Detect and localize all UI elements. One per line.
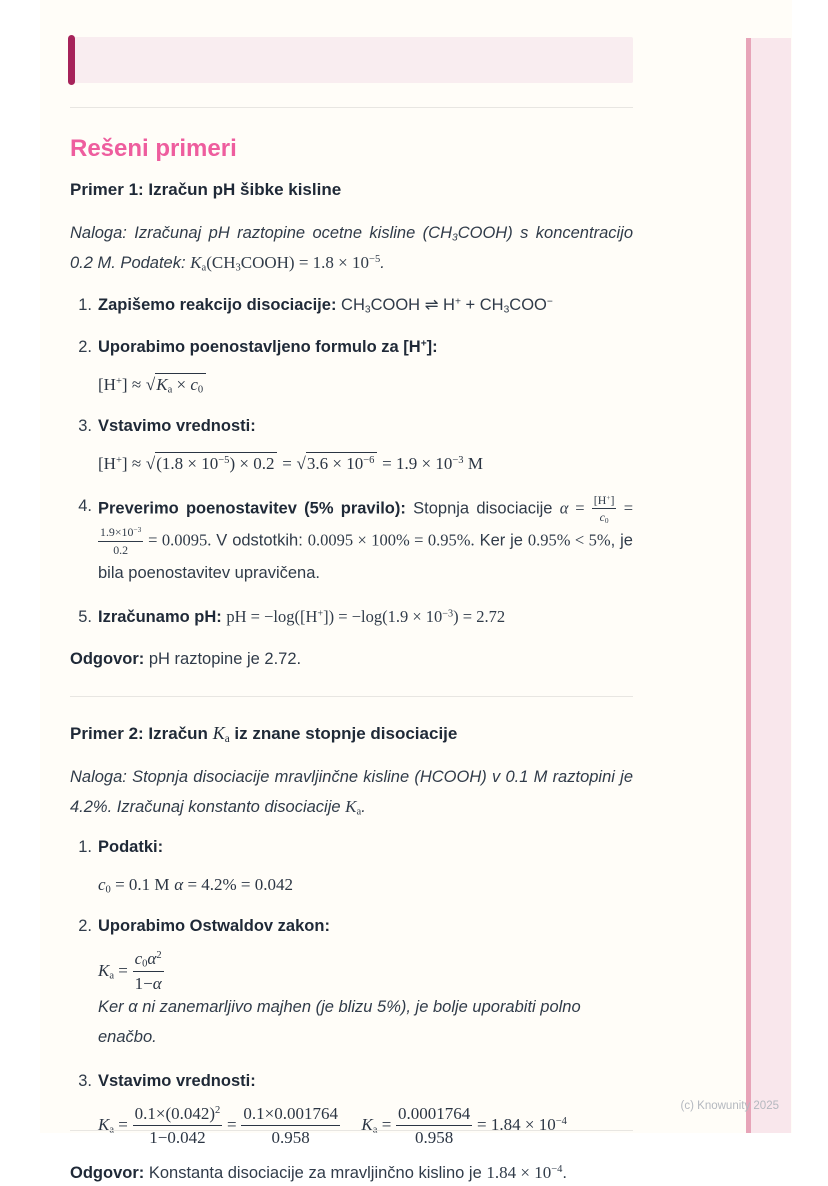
fraction xyxy=(133,1103,223,1149)
answer-text: pH raztopine je 2.72. xyxy=(148,649,302,668)
list-item xyxy=(78,834,633,901)
step-text: Ker je xyxy=(479,531,523,550)
square-root xyxy=(146,452,278,473)
step-label: Uporabimo Ostwaldov zakon: xyxy=(98,917,330,936)
right-stripe-line xyxy=(746,38,751,1133)
formula-lhs: [H+] ≈ xyxy=(98,454,142,474)
right-stripe-light xyxy=(751,38,791,1133)
inline-math: 0.0095 × 100% = 0.95%. xyxy=(307,530,475,550)
watermark: (c) Knowunity 2025 xyxy=(680,1100,779,1112)
content-column xyxy=(70,37,633,1186)
inline-math: = 0.0095. xyxy=(148,530,212,550)
list-item xyxy=(78,604,633,630)
formula-block xyxy=(98,448,633,480)
step-number: 4. xyxy=(78,496,92,515)
inline-math: 0.95% < 5% xyxy=(527,530,611,550)
example1-title: Primer 1: Izračun pH šibke kisline xyxy=(70,180,342,199)
task-period: . xyxy=(380,254,385,272)
step-number: 5. xyxy=(78,607,92,626)
inline-math: pH = $-\log([H^+]) = -\log(1.9 \times 10^{-3}) = 2.72$ xyxy=(226,606,506,626)
radicand: $3.6 \times 10^{-6}$ xyxy=(306,452,378,473)
fraction-denominator: 0.958 xyxy=(271,1128,310,1148)
chem-equation: $CH_3COOH$ ⇌ $H^+ + CH_3COO^-$ xyxy=(341,296,553,316)
task-math: $K_a$ xyxy=(345,796,362,818)
example2-steps xyxy=(70,834,633,1148)
sqrt-sign: √ xyxy=(145,454,156,474)
task-period: . xyxy=(361,797,366,816)
step-number: 2. xyxy=(78,338,92,356)
step-label: Podatki: xyxy=(98,837,164,856)
answer-math: $1.84 \times 10^{-4}$ xyxy=(486,1163,563,1183)
title-text: Primer 2: Izračun xyxy=(70,723,208,743)
fraction-denominator: $c_0$ xyxy=(599,510,609,526)
answer-text: Konstanta disociacije za mravljinčno kislino je xyxy=(148,1164,482,1183)
fraction-denominator: 0.958 xyxy=(415,1128,454,1148)
sqrt-sign: √ xyxy=(296,454,306,474)
radicand: $K_a \times c_0$ xyxy=(155,373,206,394)
page-card xyxy=(40,0,792,1183)
fraction-numerator: $1.9\times 10^{-3}$ xyxy=(98,525,143,542)
square-root xyxy=(146,373,206,394)
fraction xyxy=(592,493,617,526)
step-note: Ker α ni zanemarljivo majhen (je blizu 5%), je bolje uporabiti polno enačbo. xyxy=(98,997,581,1046)
list-item xyxy=(78,292,633,318)
step-label: Izračunamo pH: xyxy=(98,607,222,626)
step-label: Uporabimo poenostavljeno formulo za [H+]: xyxy=(98,338,438,356)
inline-math: α = xyxy=(559,498,585,518)
fraction-denominator: 1−α xyxy=(134,973,162,993)
step-label: Vstavimo vrednosti: xyxy=(98,1071,256,1090)
example1-answer xyxy=(70,646,633,672)
callout-banner xyxy=(70,37,633,83)
list-item xyxy=(78,913,633,1052)
section-divider xyxy=(70,107,633,108)
fraction-numerator: $c_0\alpha^2$ xyxy=(134,949,162,970)
example2-answer xyxy=(70,1160,633,1186)
task-text: Naloga: Izračunaj pH raztopine ocetne kisline $(CH_3COOH)$ s koncentracijo 0.2 M. Podatek: xyxy=(70,224,633,272)
equals: = xyxy=(623,498,634,518)
task-text: Naloga: Stopnja disociacije mravljinčne kisline (HCOOH) v 0.1 M raztopini je 4.2%. Izračunaj konstanto disociacije xyxy=(70,767,633,816)
formula-lhs: $K_a$ = xyxy=(361,1115,392,1136)
page-title: Rešeni primeri xyxy=(70,135,237,162)
answer-period: . xyxy=(562,1164,568,1183)
list-item xyxy=(78,492,634,588)
fraction xyxy=(241,1103,340,1149)
formula-lhs: $K_a$ = xyxy=(98,960,128,982)
title-text: iz znane stopnje disociacije xyxy=(234,723,458,743)
formula-block xyxy=(98,1103,633,1149)
square-root xyxy=(297,452,378,473)
inline-math: α = 4.2% = 0.042 xyxy=(174,874,294,894)
example2-task xyxy=(70,762,633,822)
bottom-divider xyxy=(70,1130,633,1131)
step-text: V odstotkih: xyxy=(216,531,303,550)
formula-lhs: [H+] ≈ xyxy=(98,375,142,394)
step-number: 1. xyxy=(78,837,92,856)
task-math: $K_a(CH_3COOH) = 1.8 \times 10^{-5}$ xyxy=(190,253,381,274)
step-paragraph xyxy=(98,493,633,588)
fraction-denominator: 0.2 xyxy=(113,543,129,558)
fraction-numerator: $0.1\times(0.042)^2$ xyxy=(133,1103,223,1126)
fraction-numerator: [H+] xyxy=(592,493,617,510)
equals: = xyxy=(227,1115,237,1134)
formula-result: = $1.9 \times 10^{-3}$ M xyxy=(382,454,483,474)
fraction-numerator: 0.0001764 xyxy=(396,1103,472,1126)
step-label: Preverimo poenostavitev (5% pravilo): xyxy=(98,499,406,518)
formula-block xyxy=(98,948,633,994)
step-label: Vstavimo vrednosti: xyxy=(98,417,256,436)
answer-label: Odgovor: xyxy=(70,1164,145,1183)
step-number: 1. xyxy=(78,296,92,314)
example2-title xyxy=(70,721,633,746)
fraction xyxy=(133,948,164,994)
radicand: $(1.8 \times 10^{-5}) \times 0.2$ xyxy=(155,452,277,473)
fraction-numerator: 0.1×0.001764 xyxy=(241,1103,340,1126)
answer-label: Odgovor: xyxy=(70,649,145,668)
equals: = xyxy=(282,454,292,474)
example1-task xyxy=(70,218,633,278)
step-number: 2. xyxy=(78,917,92,936)
step-number: 3. xyxy=(78,1071,92,1090)
step-text: , je bila poenostavitev upravičena. xyxy=(98,531,633,582)
fraction xyxy=(98,525,143,558)
callout-accent-bar xyxy=(68,35,75,85)
title-math: $K_a$ xyxy=(212,722,230,745)
list-item xyxy=(78,334,633,401)
formula-block xyxy=(98,869,633,901)
formula-block xyxy=(98,369,633,401)
fraction-denominator: 1−0.042 xyxy=(149,1128,206,1148)
fraction xyxy=(396,1103,472,1149)
section-divider xyxy=(70,696,633,697)
formula-result: = $1.84 \times 10^{-4}$ xyxy=(477,1115,567,1134)
inline-math: $c_0 = 0.1$ M xyxy=(98,874,170,896)
formula-lhs: $K_a$ = xyxy=(98,1115,128,1136)
example1-steps xyxy=(70,292,633,630)
list-item xyxy=(78,1068,633,1149)
sqrt-sign: √ xyxy=(145,375,156,394)
step-text: Stopnja disociacije xyxy=(413,499,553,518)
list-item xyxy=(78,413,633,480)
step-label: Zapišemo reakcijo disociacije: xyxy=(98,296,337,314)
step-number: 3. xyxy=(78,417,92,436)
